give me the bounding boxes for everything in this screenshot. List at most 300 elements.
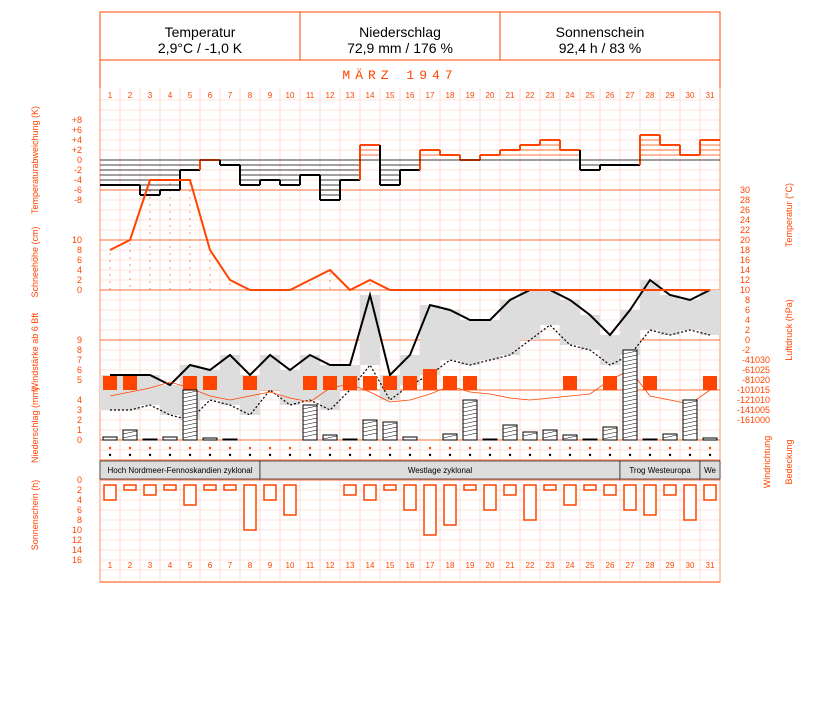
precipitation-bar — [583, 439, 597, 440]
tick-snow-depth: 0 — [76, 285, 82, 295]
tick-temperature-anomaly: +8 — [71, 115, 82, 125]
snow-dot — [189, 288, 190, 289]
snow-dot — [169, 211, 170, 212]
snow-dot — [149, 211, 150, 212]
precipitation-bar — [363, 420, 377, 440]
day-label-top: 2 — [127, 91, 133, 100]
wind-direction-dot — [209, 447, 211, 449]
snow-dot — [169, 232, 170, 233]
day-label-bottom: 10 — [285, 561, 295, 570]
wind-bar — [363, 376, 377, 390]
tick-wind: 8 — [76, 345, 82, 355]
day-label-top: 13 — [345, 91, 355, 100]
tick-pressure: 1025 — [749, 365, 770, 375]
temperature-range — [440, 310, 460, 360]
snow-dot — [149, 190, 150, 191]
wind-bar — [343, 376, 357, 390]
sunshine-bar — [444, 485, 456, 525]
ylabel-snow-depth: Schneehöhe (cm) — [30, 226, 40, 298]
cloud-cover-dot — [489, 454, 491, 456]
tick-sunshine: 12 — [71, 535, 82, 545]
tick-temperature: -10 — [736, 385, 750, 395]
snow-dot — [189, 183, 190, 184]
snow-dot — [169, 288, 170, 289]
temperature-range — [480, 320, 500, 360]
snow-dot — [129, 250, 130, 251]
tick-sunshine: 10 — [71, 525, 82, 535]
tick-temperature-anomaly: +2 — [71, 145, 82, 155]
snow-dot — [189, 211, 190, 212]
cloud-cover-dot — [469, 454, 471, 456]
temperature-range — [580, 315, 600, 350]
cloud-cover-dot — [669, 454, 671, 456]
day-label-bottom: 29 — [665, 561, 675, 570]
snow-dot — [109, 260, 110, 261]
cloud-cover-dot — [329, 454, 331, 456]
day-label-bottom: 22 — [525, 561, 535, 570]
day-label-bottom: 1 — [107, 561, 113, 570]
day-label-bottom: 3 — [147, 561, 153, 570]
day-label-bottom: 17 — [425, 561, 435, 570]
sunshine-bar — [624, 485, 636, 510]
cloud-cover-dot — [149, 454, 151, 456]
sunshine-bar — [584, 485, 596, 490]
temperature-range — [600, 335, 620, 365]
snow-dot — [169, 253, 170, 254]
snow-dot — [189, 260, 190, 261]
ylabel-wind: Windstärke ab 6 Bft — [30, 312, 40, 392]
sunshine-bar — [564, 485, 576, 505]
ylabel-temperature-anomaly: Temperaturabweichung (K) — [30, 105, 40, 215]
tick-wind: 7 — [76, 355, 82, 365]
snow-dot — [209, 288, 210, 289]
temperature-range — [160, 385, 180, 415]
wind-bar — [603, 376, 617, 390]
wind-direction-dot — [289, 447, 291, 449]
snow-dot — [149, 225, 150, 226]
tick-wind: 9 — [76, 335, 82, 345]
day-label-top: 29 — [665, 91, 675, 100]
sunshine-bar — [244, 485, 256, 530]
cloud-cover-dot — [269, 454, 271, 456]
tick-pressure: 1000 — [749, 415, 770, 425]
wind-bar — [303, 376, 317, 390]
tick-wind: 5 — [76, 375, 82, 385]
day-label-bottom: 19 — [465, 561, 475, 570]
snow-dot — [329, 287, 330, 288]
snow-dot — [189, 274, 190, 275]
temperature-range — [620, 310, 640, 355]
precipitation-bar — [143, 439, 157, 440]
day-label-top: 23 — [545, 91, 555, 100]
day-label-top: 22 — [525, 91, 535, 100]
snow-dot — [189, 197, 190, 198]
day-label-top: 24 — [565, 91, 575, 100]
snow-dot — [329, 280, 330, 281]
header-title-precipitation: Niederschlag — [359, 24, 441, 40]
snow-dot — [109, 274, 110, 275]
temperature-range — [540, 290, 560, 325]
wind-bar — [203, 376, 217, 390]
sunshine-bar — [544, 485, 556, 490]
snow-dot — [149, 204, 150, 205]
wind-direction-dot — [409, 447, 411, 449]
day-label-bottom: 14 — [365, 561, 375, 570]
tick-temperature: 30 — [739, 185, 750, 195]
day-label-bottom: 26 — [605, 561, 615, 570]
snow-dot — [149, 260, 150, 261]
weather-type-label: Westlage zyklonal — [407, 466, 473, 475]
tick-temperature: 24 — [739, 215, 750, 225]
snow-dot — [189, 190, 190, 191]
day-label-top: 17 — [425, 91, 435, 100]
wind-bar — [703, 376, 717, 390]
snow-dot — [109, 288, 110, 289]
tick-sunshine: 6 — [76, 505, 82, 515]
snow-dot — [149, 246, 150, 247]
snow-dot — [169, 239, 170, 240]
wind-bar — [183, 376, 197, 390]
tick-temperature: -6 — [741, 365, 750, 375]
precipitation-bar — [483, 439, 497, 440]
snow-dot — [189, 253, 190, 254]
tick-temperature-anomaly: -8 — [73, 195, 82, 205]
wind-bar — [463, 376, 477, 390]
snow-dot — [369, 283, 370, 284]
wind-direction-dot — [669, 447, 671, 449]
snow-dot — [209, 260, 210, 261]
day-label-bottom: 12 — [325, 561, 335, 570]
day-label-bottom: 23 — [545, 561, 555, 570]
cloud-cover-dot — [109, 454, 111, 456]
wind-direction-dot — [389, 447, 391, 449]
day-label-top: 16 — [405, 91, 415, 100]
day-label-top: 14 — [365, 91, 375, 100]
tick-snow-depth: 4 — [76, 265, 82, 275]
tick-pressure: 1005 — [749, 405, 770, 415]
tick-temperature: -16 — [736, 415, 750, 425]
tick-temperature-anomaly: -4 — [73, 175, 82, 185]
header-value-sunshine: 92,4 h / 83 % — [558, 40, 642, 56]
tick-temperature: 10 — [739, 285, 750, 295]
cloud-cover-dot — [169, 454, 171, 456]
precipitation-bar — [683, 400, 697, 440]
weather-type-label: Hoch Nordmeer-Fennoskandien zyklonal — [107, 466, 253, 475]
tick-sunshine: 2 — [76, 485, 82, 495]
snow-dot — [189, 232, 190, 233]
snow-dot — [189, 239, 190, 240]
tick-pressure: 1030 — [749, 355, 770, 365]
temperature-range — [420, 305, 440, 375]
snow-dot — [229, 283, 230, 284]
snow-dot — [209, 267, 210, 268]
temperature-range — [520, 290, 540, 340]
tick-temperature-anomaly: 0 — [76, 155, 82, 165]
day-label-bottom: 16 — [405, 561, 415, 570]
snow-dot — [149, 232, 150, 233]
day-label-bottom: 25 — [585, 561, 595, 570]
cloud-cover-dot — [689, 454, 691, 456]
snow-dot — [209, 281, 210, 282]
day-label-top: 27 — [625, 91, 635, 100]
wind-direction-dot — [709, 447, 711, 449]
precipitation-bar — [223, 439, 237, 440]
day-label-top: 1 — [107, 91, 113, 100]
tick-sunshine: 0 — [76, 475, 82, 485]
snow-dot — [169, 260, 170, 261]
tick-precipitation: 2 — [76, 415, 82, 425]
day-label-bottom: 2 — [127, 561, 133, 570]
day-label-top: 10 — [285, 91, 295, 100]
temperature-range — [660, 295, 680, 335]
day-label-top: 5 — [187, 91, 193, 100]
tick-temperature: 0 — [744, 335, 750, 345]
wind-direction-dot — [629, 447, 631, 449]
wind-direction-dot — [129, 447, 131, 449]
cloud-cover-dot — [569, 454, 571, 456]
cloud-cover-dot — [129, 454, 131, 456]
wind-direction-dot — [489, 447, 491, 449]
snow-dot — [149, 218, 150, 219]
tick-temperature-anomaly: -2 — [73, 165, 82, 175]
wind-bar — [243, 376, 257, 390]
wind-direction-dot — [349, 447, 351, 449]
tick-temperature: 20 — [739, 235, 750, 245]
cloud-cover-dot — [389, 454, 391, 456]
temperature-range — [640, 280, 660, 330]
day-label-top: 12 — [325, 91, 335, 100]
sunshine-bar — [464, 485, 476, 490]
snow-dot — [189, 246, 190, 247]
sunshine-bar — [144, 485, 156, 495]
wind-direction-dot — [689, 447, 691, 449]
header-title-sunshine: Sonnenschein — [555, 24, 645, 40]
precipitation-bar — [203, 438, 217, 440]
wind-direction-dot — [569, 447, 571, 449]
temperature-range — [360, 295, 380, 365]
tick-temperature: 26 — [739, 205, 750, 215]
snow-dot — [169, 183, 170, 184]
ylabel-temperature: Temperatur (°C) — [784, 182, 794, 248]
weather-type-label: Trog Westeuropa — [629, 466, 691, 475]
day-label-bottom: 9 — [267, 561, 273, 570]
snow-dot — [149, 288, 150, 289]
precipitation-bar — [463, 400, 477, 440]
header-title-temperature: Temperatur — [164, 24, 236, 40]
temperature-range — [700, 290, 720, 335]
day-label-bottom: 5 — [187, 561, 193, 570]
day-label-top: 30 — [685, 91, 695, 100]
sunshine-bar — [344, 485, 356, 495]
label-cloud-cover: Bedeckung — [784, 439, 794, 485]
label-wind-direction: Windrichtung — [762, 435, 772, 489]
sunshine-bar — [524, 485, 536, 520]
snow-dot — [129, 264, 130, 265]
wind-direction-dot — [509, 447, 511, 449]
snow-dot — [209, 274, 210, 275]
tick-precipitation: 4 — [76, 395, 82, 405]
day-label-top: 4 — [167, 91, 173, 100]
day-label-top: 19 — [465, 91, 475, 100]
wind-bar — [323, 376, 337, 390]
snow-dot — [329, 273, 330, 274]
wind-direction-dot — [589, 447, 591, 449]
day-label-bottom: 30 — [685, 561, 695, 570]
sunshine-bar — [664, 485, 676, 495]
day-label-top: 18 — [445, 91, 455, 100]
cloud-cover-dot — [589, 454, 591, 456]
temperature-range — [560, 300, 580, 345]
temperature-range — [460, 320, 480, 365]
snow-dot — [149, 281, 150, 282]
wind-bar — [423, 369, 437, 390]
tick-temperature: -2 — [741, 345, 750, 355]
precipitation-bar — [403, 437, 417, 440]
wind-direction-dot — [649, 447, 651, 449]
tick-temperature: 8 — [744, 295, 750, 305]
sunshine-bar — [204, 485, 216, 490]
tick-sunshine: 4 — [76, 495, 82, 505]
wind-direction-dot — [269, 447, 271, 449]
day-label-bottom: 18 — [445, 561, 455, 570]
snow-dot — [109, 253, 110, 254]
day-label-bottom: 8 — [247, 561, 253, 570]
ylabel-pressure: Luftdruck (hPa) — [784, 299, 794, 361]
snow-dot — [309, 283, 310, 284]
cloud-cover-dot — [629, 454, 631, 456]
snow-dot — [129, 271, 130, 272]
tick-temperature: -12 — [736, 395, 750, 405]
tick-snow-depth: 2 — [76, 275, 82, 285]
snow-dot — [189, 225, 190, 226]
tick-precipitation: 3 — [76, 405, 82, 415]
precipitation-bar — [343, 439, 357, 440]
wind-direction-dot — [249, 447, 251, 449]
wind-direction-dot — [429, 447, 431, 449]
day-label-top: 21 — [505, 91, 515, 100]
tick-temperature: -8 — [741, 375, 750, 385]
cloud-cover-dot — [229, 454, 231, 456]
tick-temperature: -4 — [741, 355, 750, 365]
sunshine-bar — [224, 485, 236, 490]
wind-bar — [383, 376, 397, 390]
snow-dot — [129, 257, 130, 258]
snow-dot — [169, 246, 170, 247]
wind-bar — [403, 376, 417, 390]
tick-temperature-anomaly: -6 — [73, 185, 82, 195]
cloud-cover-dot — [649, 454, 651, 456]
wind-direction-dot — [329, 447, 331, 449]
snow-dot — [169, 225, 170, 226]
wind-bar — [643, 376, 657, 390]
tick-temperature-anomaly: +4 — [71, 135, 82, 145]
day-label-bottom: 21 — [505, 561, 515, 570]
cloud-cover-dot — [709, 454, 711, 456]
sunshine-bar — [504, 485, 516, 495]
day-label-bottom: 11 — [305, 561, 315, 570]
cloud-cover-dot — [249, 454, 251, 456]
tick-temperature-anomaly: +6 — [71, 125, 82, 135]
sunshine-bar — [424, 485, 436, 535]
cloud-cover-dot — [549, 454, 551, 456]
wind-bar — [103, 376, 117, 390]
sunshine-bar — [404, 485, 416, 510]
wind-direction-dot — [149, 447, 151, 449]
cloud-cover-dot — [189, 454, 191, 456]
wind-direction-dot — [309, 447, 311, 449]
snow-dot — [149, 267, 150, 268]
cloud-cover-dot — [289, 454, 291, 456]
wind-direction-dot — [529, 447, 531, 449]
precipitation-bar — [663, 434, 677, 440]
snow-dot — [169, 218, 170, 219]
tick-temperature: 12 — [739, 275, 750, 285]
day-label-bottom: 24 — [565, 561, 575, 570]
wind-bar — [123, 376, 137, 390]
precipitation-bar — [643, 439, 657, 440]
ylabel-sunshine: Sonnenschein (h) — [30, 479, 40, 551]
tick-temperature: 14 — [739, 265, 750, 275]
tick-temperature: 4 — [744, 315, 750, 325]
tick-snow-depth: 6 — [76, 255, 82, 265]
header-value-precipitation: 72,9 mm / 176 % — [347, 40, 453, 56]
day-label-top: 6 — [207, 91, 213, 100]
snow-dot — [109, 267, 110, 268]
snow-dot — [109, 281, 110, 282]
tick-sunshine: 8 — [76, 515, 82, 525]
wind-direction-dot — [369, 447, 371, 449]
sunshine-bar — [264, 485, 276, 500]
tick-pressure: 1010 — [749, 395, 770, 405]
day-label-top: 7 — [227, 91, 233, 100]
day-label-top: 26 — [605, 91, 615, 100]
tick-temperature: 6 — [744, 305, 750, 315]
day-label-top: 11 — [305, 91, 315, 100]
tick-temperature: 28 — [739, 195, 750, 205]
wind-direction-dot — [549, 447, 551, 449]
tick-snow-depth: 8 — [76, 245, 82, 255]
snow-dot — [169, 274, 170, 275]
tick-wind: 6 — [76, 365, 82, 375]
day-label-top: 8 — [247, 91, 253, 100]
sunshine-bar — [364, 485, 376, 500]
snow-dot — [189, 204, 190, 205]
weather-type-label: We — [704, 466, 716, 475]
sunshine-bar — [284, 485, 296, 515]
header-value-temperature: 2,9°C / -1,0 K — [157, 40, 243, 56]
sunshine-bar — [164, 485, 176, 490]
day-label-bottom: 27 — [625, 561, 635, 570]
precipitation-bar — [163, 437, 177, 440]
snow-dot — [149, 183, 150, 184]
snow-dot — [149, 253, 150, 254]
cloud-cover-dot — [349, 454, 351, 456]
snow-dot — [189, 218, 190, 219]
sunshine-bar — [604, 485, 616, 495]
day-label-bottom: 20 — [485, 561, 495, 570]
wind-direction-dot — [109, 447, 111, 449]
snow-dot — [149, 197, 150, 198]
wind-direction-dot — [229, 447, 231, 449]
wind-bar — [443, 376, 457, 390]
wind-direction-dot — [609, 447, 611, 449]
cloud-cover-dot — [309, 454, 311, 456]
day-label-top: 20 — [485, 91, 495, 100]
snow-dot — [169, 204, 170, 205]
sunshine-bar — [184, 485, 196, 505]
tick-temperature: -14 — [736, 405, 750, 415]
day-label-top: 9 — [267, 91, 273, 100]
